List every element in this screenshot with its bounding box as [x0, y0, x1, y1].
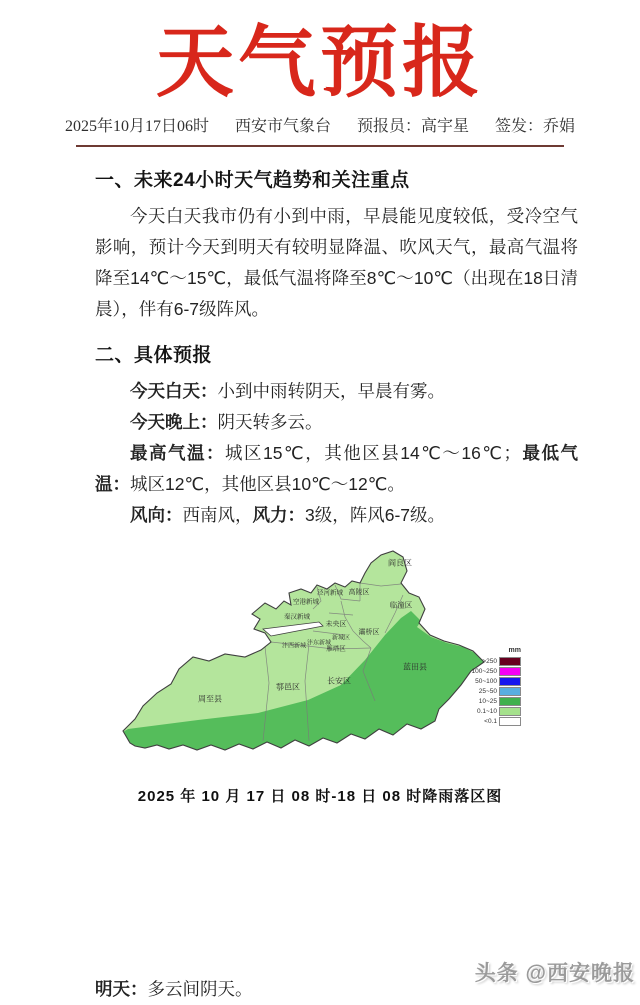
forecast-line-wind	[95, 500, 578, 531]
section2-heading: 二、具体预报	[95, 345, 213, 367]
district-label: 未央区	[325, 621, 347, 629]
district-label: 阎良区	[388, 558, 412, 568]
legend-label: >250	[482, 657, 497, 665]
district-label: 高陵区	[348, 589, 370, 597]
legend-label: 10~25	[478, 697, 497, 705]
forecast-line-temperature	[95, 438, 578, 500]
legend-row	[469, 696, 521, 706]
legend-label: <0.1	[484, 717, 497, 725]
district-label: 秦汉新城	[284, 613, 310, 621]
district-label: 灞桥区	[358, 629, 380, 637]
section1-paragraph: 今天白天我市仍有小到中雨，早晨能见度较低，受冷空气影响，预计今天到明天有较明显降温、吹风天气，最高气温将降至14℃～15℃，最低气温将降至8℃～10℃（出现在18日清晨），伴有6-7级阵风。	[95, 206, 578, 320]
page-title: 天气预报	[155, 18, 484, 106]
text-segment: 明天：	[95, 979, 148, 1000]
legend-row	[469, 706, 521, 716]
agency-name: 西安市气象台	[234, 118, 331, 136]
rainfall-map	[113, 543, 533, 771]
legend-color-box	[499, 717, 521, 726]
text-segment: 最低气温：	[95, 443, 579, 495]
legend-color-box	[499, 697, 521, 706]
text-segment: 多云间阴天。	[147, 979, 253, 1000]
legend-color-box	[499, 687, 521, 696]
text-segment: 风力：	[252, 505, 305, 526]
legend-color-box	[499, 677, 521, 686]
text-segment: 城区15℃，其他区县14℃～16℃；	[225, 443, 521, 464]
text-segment: 今天白天：	[130, 381, 218, 402]
forecaster: 预报员：高宇星	[357, 118, 470, 136]
district-label: 泾河新城	[317, 589, 343, 597]
legend-color-box	[499, 667, 521, 676]
district-label: 空港新城	[293, 598, 319, 606]
text-segment: 阴天转多云。	[217, 412, 323, 433]
forecast-line-daytime	[95, 376, 578, 407]
district-label: 雁塔区	[326, 645, 346, 653]
legend-label: 100~250	[471, 667, 497, 675]
legend-label: 25~50	[478, 687, 497, 695]
legend-row	[469, 716, 521, 726]
text-segment: 3级，阵风6-7级。	[305, 505, 446, 526]
district-label: 鄠邑区	[276, 682, 300, 692]
legend-row	[469, 656, 521, 666]
section1-heading: 一、未来24小时天气趋势和关注重点	[95, 170, 410, 192]
legend-title: mm	[508, 647, 521, 655]
text-segment: 今天晚上：	[130, 412, 218, 433]
legend-row	[469, 666, 521, 676]
legend-color-box	[499, 657, 521, 666]
map-legend	[469, 647, 521, 726]
district-label: 沣东新城	[306, 640, 332, 647]
forecast-line-tonight	[95, 407, 578, 438]
text-segment: 西南风，	[182, 505, 253, 526]
watermark-xian-evening-news: 头条 @西安晚报	[474, 962, 635, 985]
document-body	[0, 147, 640, 531]
legend-row	[469, 686, 521, 696]
issuer: 签发：乔娟	[495, 118, 576, 136]
district-label: 周至县	[198, 694, 222, 704]
district-label: 长安区	[327, 676, 351, 686]
district-label: 沣西新城	[281, 643, 307, 650]
district-label: 临潼区	[389, 600, 413, 610]
legend-label: 50~100	[475, 677, 497, 685]
text-segment: 最高气温：	[130, 443, 226, 464]
issue-time: 2025年10月17日06时	[64, 118, 209, 136]
legend-color-box	[499, 707, 521, 716]
legend-row	[469, 676, 521, 686]
text-segment: 小到中雨转阴天，早晨有雾。	[217, 381, 445, 402]
text-segment: 城区12℃，其他区县10℃～12℃。	[130, 474, 405, 495]
text-segment: 风向：	[130, 505, 183, 526]
district-label: 新城区	[331, 635, 351, 642]
issue-meta-row	[0, 113, 640, 136]
legend-label: 0.1~10	[476, 707, 497, 715]
district-label: 蓝田县	[403, 662, 427, 672]
map-legend-rows	[469, 656, 521, 726]
map-caption: 2025 年 10 月 17 日 08 时-18 日 08 时降雨落区图	[137, 788, 503, 806]
